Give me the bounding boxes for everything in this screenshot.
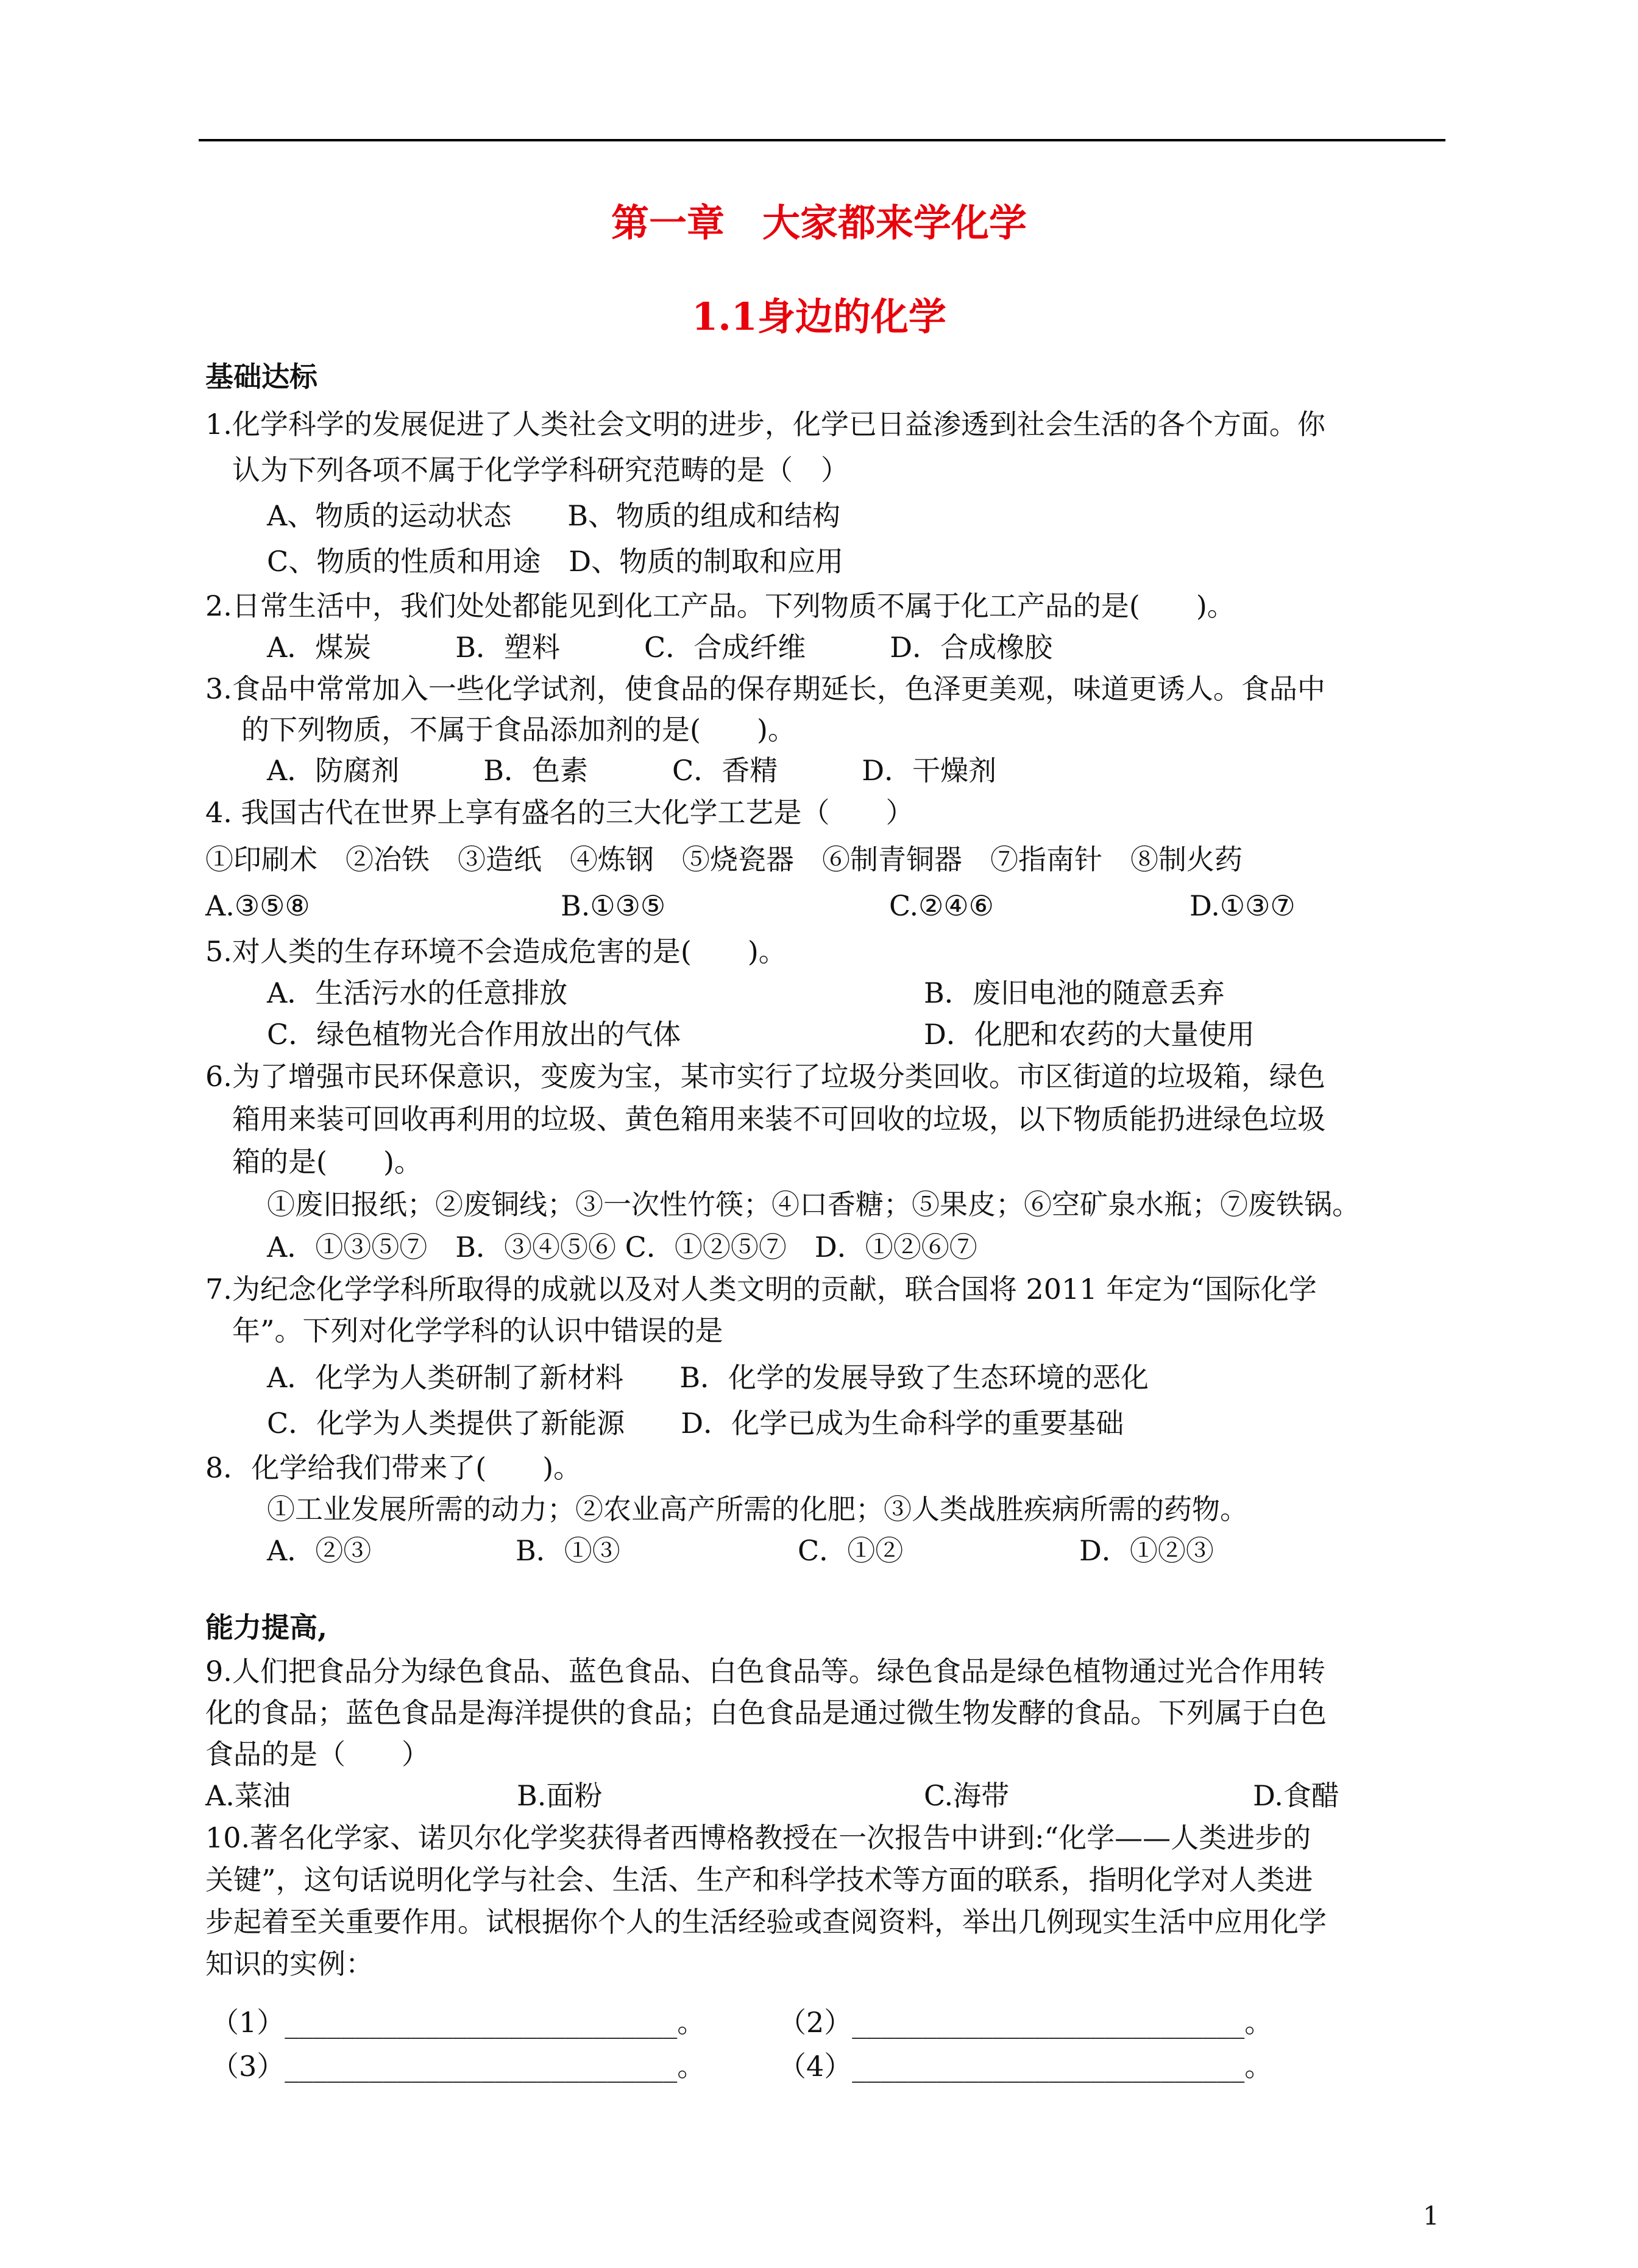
chapter-title: 第一章 大家都来学化学 [611, 201, 1027, 245]
q6-options: A．①③⑤⑦ B．③④⑤⑥ C．①②⑤⑦ D．①②⑥⑦ [267, 1231, 977, 1264]
q10-line2: 关键”，这句话说明化学与社会、生活、生产和科学技术等方面的联系，指明化学对人类进 [205, 1863, 1313, 1896]
q8-option-a: A．②③ [267, 1534, 372, 1567]
q4-line1: 4. 我国古代在世界上享有盛名的三大化学工艺是（ ） [205, 796, 914, 829]
q9-option-a: A.菜油 [205, 1779, 291, 1812]
q10-line3: 步起着至关重要作用。试根据你个人的生活经验或查阅资料，举出几例现实生活中应用化学 [205, 1905, 1327, 1938]
q5-line1: 5.对人类的生存环境不会造成危害的是( )。 [205, 935, 787, 968]
q7-options-ab: A．化学为人类研制了新材料 B．化学的发展导致了生态环境的恶化 [267, 1361, 1149, 1394]
page-number: 1 [1423, 2201, 1439, 2231]
q5-option-b: B．废旧电池的随意丢弃 [924, 976, 1225, 1009]
q6-line1: 6.为了增强市民环保意识，变废为宝，某市实行了垃圾分类回收。市区街道的垃圾箱，绿色 [205, 1060, 1325, 1093]
q9-option-b: B.面粉 [517, 1779, 603, 1812]
header-rule [199, 139, 1445, 141]
q4-option-b: B.①③⑤ [561, 889, 666, 922]
q9-line1: 9.人们把食品分为绿色食品、蓝色食品、白色食品等。绿色食品是绿色植物通过光合作用转 [205, 1655, 1325, 1688]
q10-line1: 10.著名化学家、诺贝尔化学奖获得者西博格教授在一次报告中讲到:“化学——人类进步的 [205, 1821, 1311, 1854]
q10-blank-1[interactable]: （1）____________________________。 [211, 2006, 706, 2039]
q10-blank-3[interactable]: （3）____________________________。 [211, 2050, 706, 2083]
q7-options-cd: C．化学为人类提供了新能源 D．化学已成为生命科学的重要基础 [267, 1407, 1124, 1440]
q3-line2: 的下列物质，不属于食品添加剂的是( )。 [241, 713, 796, 746]
q6-line2: 箱用来装可回收再利用的垃圾、黄色箱用来装不可回收的垃圾，以下物质能扔进绿色垃圾 [232, 1103, 1325, 1136]
q1-options-ab: A、物质的运动状态 B、物质的组成和结构 [267, 499, 841, 532]
q6-items: ①废旧报纸；②废铜线；③一次性竹筷；④口香糖；⑤果皮；⑥空矿泉水瓶；⑦废铁锅。 [267, 1188, 1360, 1221]
q9-option-d: D.食醋 [1253, 1779, 1339, 1812]
advanced-heading: 能力提高, [205, 1611, 328, 1644]
q2-line1: 2.日常生活中，我们处处都能见到化工产品。下列物质不属于化工产品的是( )。 [205, 589, 1235, 622]
q8-option-b: B．①③ [516, 1534, 620, 1567]
q3-options: A．防腐剂 B．色素 C．香精 D．干燥剂 [267, 754, 997, 787]
q4-option-d: D.①③⑦ [1190, 889, 1296, 922]
q4-option-c: C.②④⑥ [889, 889, 994, 922]
q6-line3: 箱的是( )。 [232, 1145, 422, 1178]
q9-option-c: C.海带 [924, 1779, 1010, 1812]
q8-option-d: D．①②③ [1079, 1534, 1214, 1567]
q9-line3: 食品的是（ ） [205, 1738, 430, 1771]
q10-blank-2[interactable]: （2）____________________________。 [778, 2006, 1273, 2039]
q5-option-a: A．生活污水的任意排放 [267, 976, 568, 1009]
q4-items: ①印刷术 ②冶铁 ③造纸 ④炼钢 ⑤烧瓷器 ⑥制青铜器 ⑦指南针 ⑧制火药 [205, 843, 1243, 876]
q8-items: ①工业发展所需的动力；②农业高产所需的化肥；③人类战胜疾病所需的药物。 [267, 1493, 1248, 1526]
q9-line2: 化的食品；蓝色食品是海洋提供的食品；白色食品是通过微生物发酵的食品。下列属于白色 [205, 1696, 1327, 1729]
q8-option-c: C．①② [798, 1534, 904, 1567]
q2-options: A．煤炭 B．塑料 C．合成纤维 D．合成橡胶 [267, 631, 1053, 664]
q10-blank-4[interactable]: （4）____________________________。 [778, 2050, 1273, 2083]
q5-option-d: D．化肥和农药的大量使用 [924, 1018, 1255, 1051]
basic-heading: 基础达标 [205, 360, 317, 393]
q10-line4: 知识的实例： [205, 1947, 374, 1980]
q3-line1: 3.食品中常常加入一些化学试剂，使食品的保存期延长，色泽更美观，味道更诱人。食品中 [205, 672, 1325, 705]
q1-options-cd: C、物质的性质和用途 D、物质的制取和应用 [267, 545, 844, 578]
q7-line2: 年”。下列对化学学科的认识中错误的是 [232, 1314, 723, 1347]
q7-line1: 7.为纪念化学学科所取得的成就以及对人类文明的贡献，联合国将 2011 年定为“国际化学 [205, 1273, 1317, 1306]
q8-line1: 8．化学给我们带来了( )。 [205, 1451, 582, 1484]
q4-option-a: A.③⑤⑧ [205, 889, 310, 922]
q5-option-c: C．绿色植物光合作用放出的气体 [267, 1018, 681, 1051]
section-title: 1.1身边的化学 [692, 294, 946, 339]
q1-line2: 认为下列各项不属于化学学科研究范畴的是（ ） [232, 453, 849, 486]
q1-line1: 1.化学科学的发展促进了人类社会文明的进步，化学已日益渗透到社会生活的各个方面。你 [205, 408, 1325, 441]
